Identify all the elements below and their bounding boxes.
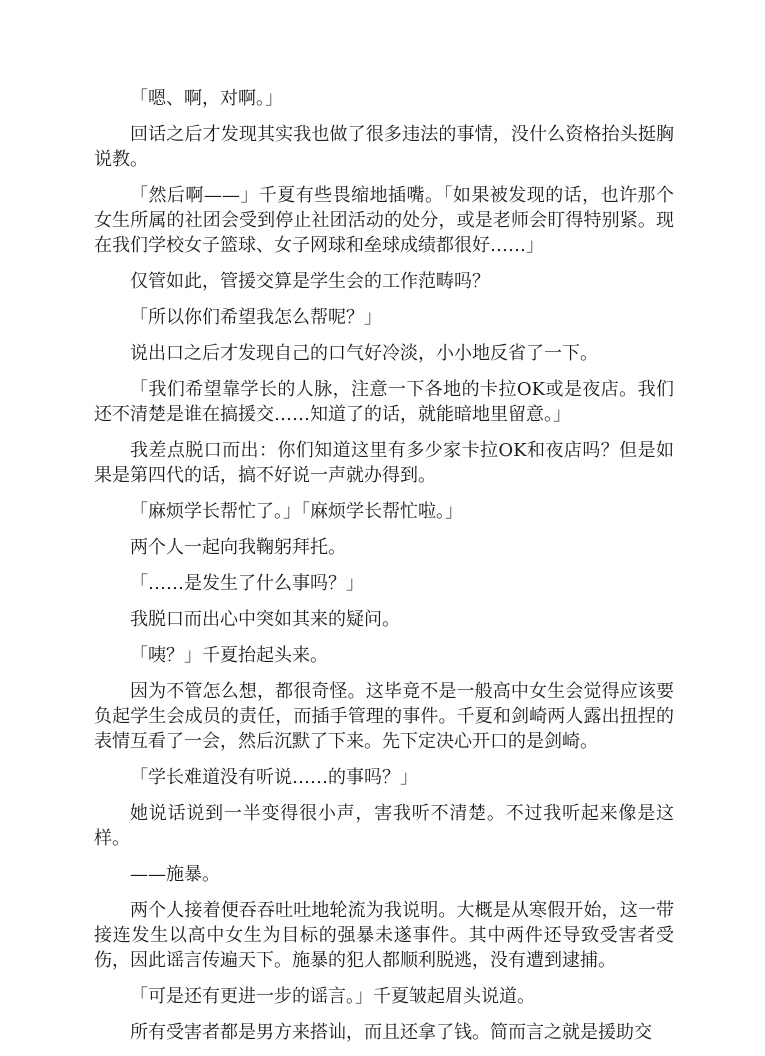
novel-page: [94, 86, 674, 1056]
paragraph: 「麻烦学长帮忙了。」「麻烦学长帮忙啦。」: [130, 501, 463, 522]
paragraph: 「所以你们希望我怎么帮呢？」: [130, 307, 382, 328]
paragraph: 我差点脱口而出：你们知道这里有多少家卡拉OK和夜店吗？但是如果是第四代的话，搞不好说一声就办得到。: [94, 440, 674, 486]
paragraph: 两个人一起向我鞠躬拜托。: [130, 537, 346, 558]
paragraph: 「嗯、啊，对啊。」: [130, 88, 283, 109]
paragraph: 「咦？」千夏抬起头来。: [130, 645, 328, 666]
paragraph: 两个人接着便吞吞吐吐地轮流为我说明。大概是从寒假开始，这一带接连发生以高中女生为目标的强暴未遂事件。其中两件还导致受害者受伤，因此谣言传遍天下。施暴的犯人都顺利脱逃，没有遭到逮捕。: [94, 900, 674, 971]
paragraph: 「学长难道没有听说……的事吗？」: [130, 767, 418, 788]
paragraph: ——施暴。: [130, 864, 220, 885]
paragraph: 她说话说到一半变得很小声，害我听不清楚。不过我听起来像是这样。: [94, 803, 674, 849]
paragraph: 「……是发生了什么事吗？」: [130, 573, 364, 594]
paragraph: 回话之后才发现其实我也做了很多违法的事情，没什么资格抬头挺胸说教。: [94, 124, 674, 170]
paragraph: 「我们希望靠学长的人脉，注意一下各地的卡拉OK或是夜店。我们还不清楚是谁在搞援交……知道了的话，就能暗地里留意。」: [94, 379, 674, 425]
paragraph: 说出口之后才发现自己的口气好冷淡，小小地反省了一下。: [130, 343, 598, 364]
paragraph: 「可是还有更进一步的谣言。」千夏皱起眉头说道。: [130, 986, 535, 1007]
paragraph: 仅管如此，管援交算是学生会的工作范畴吗？: [130, 271, 490, 292]
paragraph: 「然后啊——」千夏有些畏缩地插嘴。「如果被发现的话，也许那个女生所属的社团会受到停止社团活动的处分，或是老师会盯得特别紧。现在我们学校女子篮球、女子网球和垒球成绩都很好……」: [94, 185, 674, 256]
paragraph: 我脱口而出心中突如其来的疑问。: [130, 609, 400, 630]
paragraph: 所有受害者都是男方来搭讪，而且还拿了钱。简而言之就是援助交: [130, 1022, 652, 1043]
paragraph: 因为不管怎么想，都很奇怪。这毕竟不是一般高中女生会觉得应该要负起学生会成员的责任，而插手管理的事件。千夏和剑崎两人露出扭捏的表情互看了一会，然后沉默了下来。先下定决心开口的是剑崎。: [94, 681, 674, 752]
